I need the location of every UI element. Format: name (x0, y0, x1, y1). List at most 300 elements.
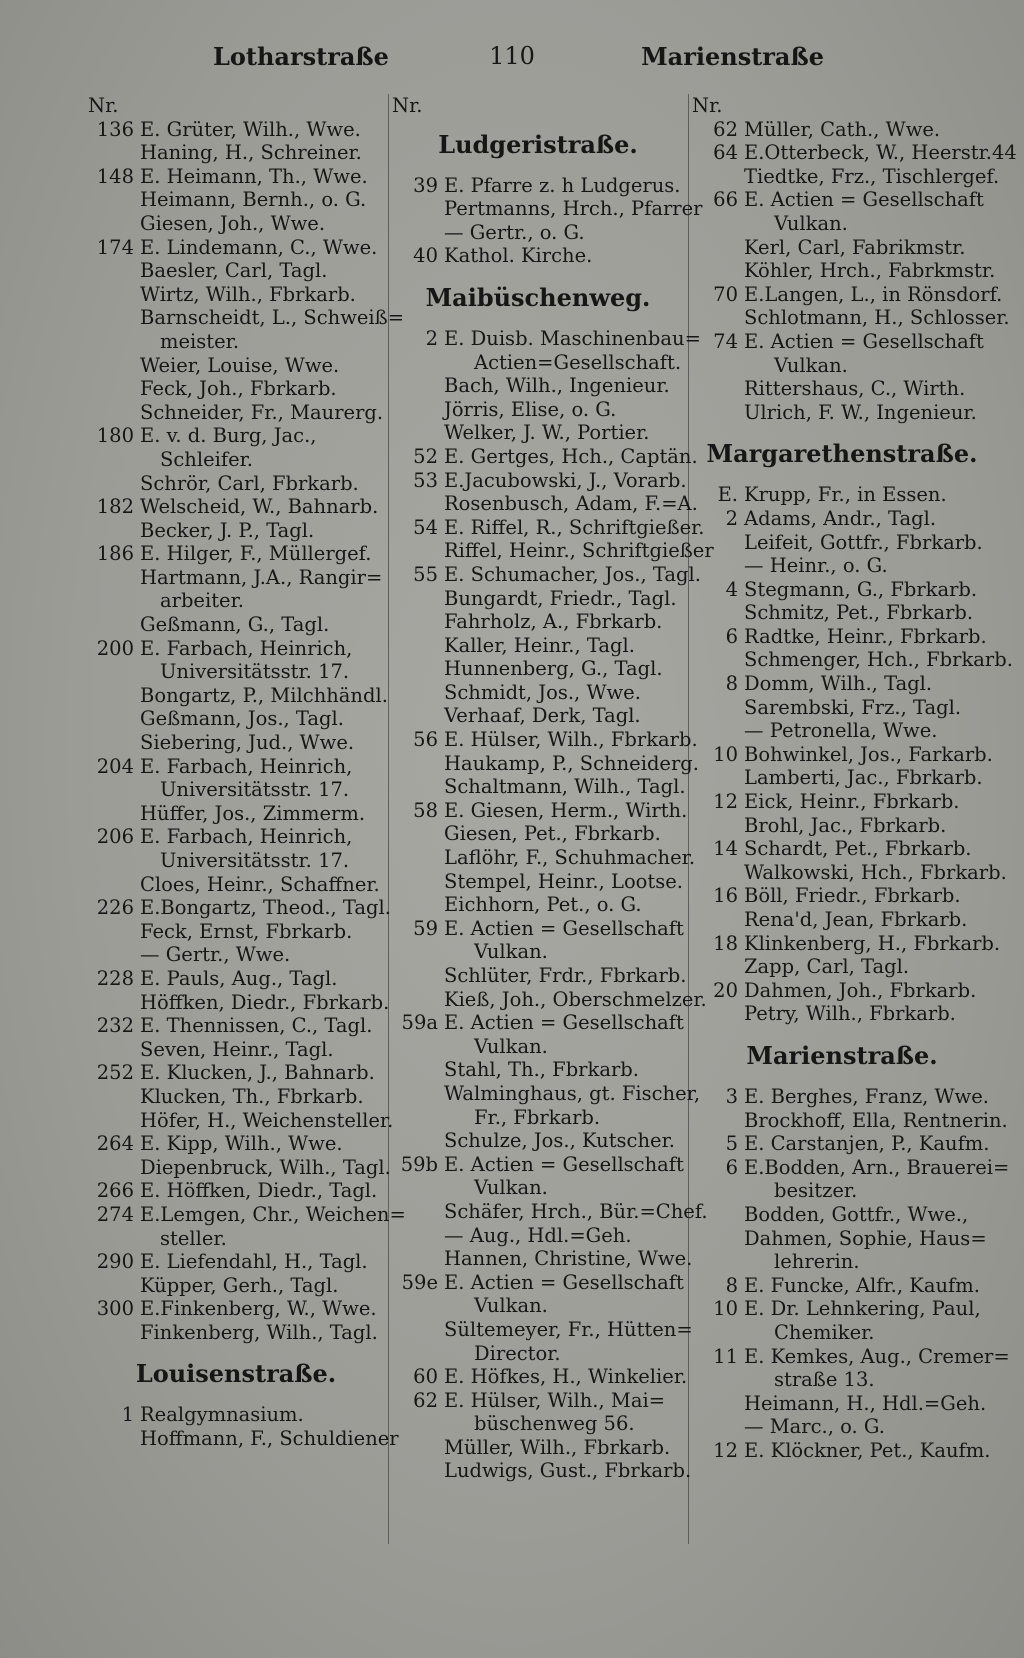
resident-entry: Pertmanns, Hrch., Pfarrer (444, 197, 703, 221)
house-number: 55 (413, 562, 438, 586)
directory-entry (88, 1014, 384, 1038)
resident-entry: Schleifer. (160, 447, 253, 471)
directory-entry (692, 719, 992, 743)
directory-entry (392, 704, 684, 728)
directory-entry (88, 1179, 384, 1203)
house-number (692, 531, 744, 555)
resident-entry: E. Carstanjen, P., Kaufm. (744, 1132, 990, 1156)
house-number (392, 1342, 444, 1366)
house-number (88, 377, 140, 401)
house-number: 56 (413, 728, 438, 752)
column-3 (692, 94, 1017, 1462)
house-number (392, 1224, 444, 1248)
directory-entry (392, 634, 684, 658)
house-number: 54 (413, 515, 438, 539)
resident-entry: E. Farbach, Heinrich, (140, 636, 353, 660)
resident-entry: steller. (160, 1226, 227, 1250)
resident-entry: E. Hülser, Wilh., Fbrkarb. (444, 728, 698, 752)
directory-entry (392, 610, 684, 634)
resident-entry: Schrör, Carl, Fbrkarb. (140, 471, 359, 495)
directory-entry (692, 1439, 992, 1463)
resident-entry: Heimann, Bernh., o. G. (140, 188, 367, 212)
house-number (392, 1082, 444, 1106)
directory-entry (692, 212, 992, 236)
directory-entry (692, 860, 1007, 885)
house-number: 2 (425, 326, 438, 350)
resident-entry: Welker, J. W., Portier. (444, 421, 650, 445)
resident-entry: meister. (160, 329, 240, 353)
house-number: 59a (401, 1011, 438, 1035)
house-number (88, 283, 140, 307)
house-number (692, 306, 744, 330)
house-number: 8 (725, 1273, 738, 1297)
house-number (392, 197, 444, 221)
house-number (392, 634, 444, 658)
resident-entry: Walminghaus, gt. Fischer, (444, 1081, 701, 1105)
resident-entry: Bohwinkel, Jos., Farkarb. (744, 742, 993, 766)
directory-entry (692, 282, 1003, 307)
directory-entry (88, 1038, 384, 1062)
page-number: 110 (489, 42, 535, 70)
directory-entry (88, 236, 384, 260)
resident-entry: Hoffmann, F., Schuldiener (140, 1427, 399, 1451)
directory-entry (692, 931, 1001, 956)
resident-entry: arbeiter. (160, 589, 244, 613)
resident-entry: Jörris, Elise, o. G. (444, 397, 617, 421)
house-number (88, 519, 140, 543)
directory-entry (692, 1179, 992, 1203)
directory-entry (392, 870, 684, 894)
house-number (88, 943, 140, 967)
resident-entry: straße 13. (774, 1368, 875, 1392)
directory-entry (392, 775, 684, 799)
house-number (88, 566, 140, 590)
directory-entry (692, 766, 992, 790)
house-number: 266 (96, 1179, 134, 1203)
resident-entry: E. Actien = Gesellschaft (444, 916, 684, 940)
directory-entry (88, 401, 384, 425)
directory-entry (88, 1427, 399, 1451)
resident-entry: Director. (474, 1341, 561, 1365)
resident-entry: Universitätsstr. 17. (160, 778, 350, 802)
directory-entry (692, 164, 1000, 189)
resident-entry: Sültemeyer, Fr., Hütten= (444, 1317, 693, 1341)
house-number: 74 (713, 329, 738, 353)
resident-entry: Vulkan. (474, 1294, 548, 1318)
house-number: 4 (725, 577, 738, 601)
resident-entry: Giesen, Joh., Wwe. (140, 211, 326, 235)
directory-entry (692, 1132, 992, 1156)
resident-entry: Feck, Ernst, Fbrkarb. (140, 919, 353, 943)
house-number (88, 1038, 140, 1062)
resident-entry: Feck, Joh., Fbrkarb. (140, 377, 337, 401)
resident-entry: Chemiker. (774, 1320, 875, 1344)
directory-entry (88, 118, 384, 142)
directory-entry (692, 696, 992, 720)
directory-entry (88, 1108, 394, 1133)
house-number (392, 1412, 444, 1436)
house-number: 12 (713, 790, 738, 814)
resident-entry: Bach, Wilh., Ingenieur. (444, 374, 670, 398)
house-number (392, 657, 444, 681)
resident-entry: E. Klucken, J., Bahnarb. (140, 1061, 375, 1085)
resident-entry: Fr., Fbrkarb. (474, 1105, 601, 1129)
resident-entry: Schulze, Jos., Kutscher. (444, 1129, 675, 1153)
house-number (692, 554, 744, 578)
directory-entry (692, 354, 992, 378)
col2-part1-entries (392, 173, 703, 268)
house-number (692, 236, 744, 260)
house-number (392, 752, 444, 776)
directory-entry (88, 448, 384, 472)
directory-entry (392, 587, 684, 611)
resident-entry: Stegmann, G., Fbrkarb. (744, 577, 978, 601)
directory-entry (88, 141, 384, 165)
resident-entry: Rosenbusch, Adam, F.=A. (444, 492, 698, 516)
directory-entry (692, 1297, 992, 1321)
directory-entry (392, 1176, 684, 1200)
house-number: 6 (725, 1155, 738, 1179)
directory-entry (88, 1202, 406, 1227)
resident-entry: büschenweg 56. (474, 1412, 635, 1436)
section-heading-ludgeristrasse: Ludgeristraße. (438, 129, 638, 159)
house-number: 70 (713, 282, 738, 306)
resident-entry: Stahl, Th., Fbrkarb. (444, 1058, 639, 1082)
resident-entry: Siebering, Jud., Wwe. (140, 731, 355, 755)
directory-entry (392, 1365, 688, 1389)
resident-entry: Domm, Wilh., Tagl. (744, 672, 933, 696)
directory-entry (88, 330, 384, 354)
directory-entry (392, 1129, 684, 1153)
resident-entry: Lamberti, Jac., Fbrkarb. (744, 766, 983, 790)
directory-entry (692, 1321, 992, 1345)
house-number: 62 (413, 1388, 438, 1412)
directory-entry (392, 468, 687, 493)
resident-entry: — Gertr., o. G. (444, 220, 585, 244)
house-number (692, 1250, 744, 1274)
directory-entry (88, 566, 384, 590)
directory-entry (692, 790, 992, 814)
resident-entry: E. Gertges, Hch., Captän. (444, 444, 698, 468)
section-heading-marienstrasse: Marienstraße. (746, 1040, 938, 1070)
house-number (392, 610, 444, 634)
resident-entry: Universitätsstr. 17. (160, 660, 350, 684)
directory-entry (392, 1247, 693, 1271)
resident-entry: Fahrholz, A., Fbrkarb. (444, 610, 663, 634)
house-number (392, 1106, 444, 1130)
resident-entry: E. Dr. Lehnkering, Paul, (744, 1297, 981, 1321)
resident-entry: Dahmen, Joh., Fbrkarb. (744, 978, 977, 1002)
directory-entry (692, 1002, 992, 1026)
directory-entry (692, 1392, 992, 1416)
resident-entry: E. Pauls, Aug., Tagl. (140, 966, 338, 990)
house-number: 174 (96, 235, 134, 259)
house-number (392, 1247, 444, 1271)
directory-entry (88, 542, 384, 566)
page-header (0, 42, 1024, 76)
directory-entry (392, 964, 687, 988)
house-number (392, 1058, 444, 1082)
directory-entry (392, 1317, 693, 1342)
resident-entry: E. Thennissen, C., Tagl. (140, 1014, 373, 1038)
house-number (692, 1203, 744, 1227)
directory-entry (392, 492, 698, 516)
house-number (392, 421, 444, 445)
house-number (88, 188, 140, 212)
directory-entry (392, 444, 698, 469)
directory-entry (392, 987, 707, 1012)
house-number: 206 (96, 825, 134, 849)
resident-entry: E. Farbach, Heinrich, (140, 754, 353, 778)
house-number (392, 398, 444, 422)
directory-entry (392, 221, 684, 245)
house-number (692, 354, 744, 378)
house-number: 59 (413, 916, 438, 940)
resident-entry: Finkenberg, Wilh., Tagl. (140, 1320, 378, 1344)
directory-entry (692, 306, 1010, 330)
resident-entry: Schmenger, Hch., Fbrkarb. (744, 648, 1013, 672)
resident-entry: Küpper, Gerh., Tagl. (140, 1273, 339, 1297)
directory-entry (88, 660, 384, 684)
resident-entry: Schneider, Fr., Maurerg. (140, 400, 384, 424)
directory-entry (88, 825, 384, 849)
resident-entry: Eick, Heinr., Fbrkarb. (744, 790, 960, 814)
house-number (392, 1035, 444, 1059)
house-number (88, 472, 140, 496)
directory-entry (88, 306, 405, 330)
resident-entry: Klinkenberg, H., Fbrkarb. (744, 931, 1001, 955)
resident-entry: Barnscheidt, L., Schweiß= (140, 306, 405, 330)
resident-entry: E. Actien = Gesellschaft (444, 1270, 684, 1294)
house-number: 20 (713, 978, 738, 1002)
resident-entry: Geßmann, Jos., Tagl. (140, 707, 344, 731)
house-number (88, 141, 140, 165)
house-number: 252 (96, 1061, 134, 1085)
directory-entry (692, 141, 1017, 165)
directory-entry (692, 908, 992, 932)
resident-entry: Actien=Gesellschaft. (474, 350, 682, 374)
directory-entry (392, 728, 698, 752)
resident-entry: E. Duisb. Maschinenbau= (444, 326, 701, 350)
resident-entry: — Heinr., o. G. (744, 554, 888, 578)
resident-entry: Laflöhr, F., Schuhmacher. (444, 846, 696, 870)
resident-entry: E. Actien = Gesellschaft (444, 1152, 684, 1176)
house-number (392, 940, 444, 964)
house-number (692, 1179, 744, 1203)
resident-entry: E. Giesen, Herm., Wirth. (444, 798, 688, 822)
resident-entry: Krupp, Fr., in Essen. (744, 483, 947, 507)
house-number (692, 1109, 744, 1133)
house-number (392, 1129, 444, 1153)
col1-tail-entries (88, 1403, 399, 1451)
directory-entry (392, 1436, 684, 1460)
resident-entry: E.Finkenberg, W., Wwe. (140, 1297, 377, 1321)
house-number (88, 1227, 140, 1251)
nr-label: Nr. (88, 94, 119, 117)
house-number (692, 1227, 744, 1251)
directory-entry (88, 967, 384, 991)
resident-entry: Radtke, Heinr., Fbrkarb. (744, 624, 987, 648)
directory-entry (88, 212, 384, 236)
resident-entry: Ulrich, F. W., Ingenieur. (744, 400, 977, 424)
house-number (692, 719, 744, 743)
directory-entry (88, 755, 384, 779)
house-number (88, 354, 140, 378)
house-number (392, 1200, 444, 1224)
resident-entry: Vulkan. (774, 211, 848, 235)
house-number: 5 (725, 1132, 738, 1156)
house-number: 16 (713, 884, 738, 908)
resident-entry: Sarembski, Frz., Tagl. (744, 695, 962, 719)
resident-entry: Vulkan. (774, 353, 848, 377)
house-number (392, 221, 444, 245)
directory-entry (88, 637, 384, 661)
resident-entry: E. Actien = Gesellschaft (444, 1011, 684, 1035)
directory-entry (392, 1058, 684, 1082)
house-number (88, 684, 140, 708)
directory-entry (392, 1412, 684, 1436)
directory-entry (692, 1415, 992, 1439)
directory-entry (392, 326, 701, 351)
house-number: 180 (96, 424, 134, 448)
directory-entry (692, 837, 992, 861)
resident-entry: Universitätsstr. 17. (160, 849, 350, 872)
resident-entry: Verhaaf, Derk, Tagl. (444, 704, 641, 728)
house-number: 200 (96, 636, 134, 660)
directory-entry (88, 778, 384, 802)
directory-entry (692, 1155, 1010, 1180)
resident-entry: E. Liefendahl, H., Tagl. (140, 1250, 368, 1274)
directory-entry (692, 259, 996, 283)
directory-entry (692, 955, 992, 979)
house-number: 52 (413, 444, 438, 468)
col3-part3-entries (692, 1084, 1010, 1463)
resident-entry: Bungardt, Friedr., Tagl. (444, 586, 677, 610)
resident-entry: Diepenbruck, Wilh., Tagl. (140, 1155, 391, 1179)
directory-entry (392, 1035, 684, 1059)
house-number: 10 (713, 742, 738, 766)
directory-entry (88, 424, 384, 448)
house-number (88, 212, 140, 236)
house-number: 182 (96, 495, 134, 519)
directory-entry (392, 1389, 684, 1413)
directory-entry (392, 822, 684, 846)
resident-entry: Tiedtke, Frz., Tischlergef. (744, 164, 1000, 188)
resident-entry: E. Klöckner, Pet., Kaufm. (744, 1438, 991, 1462)
resident-entry: Haning, H., Schreiner. (140, 141, 362, 165)
column-1 (88, 94, 406, 1451)
resident-entry: E. Schumacher, Jos., Tagl. (444, 562, 701, 586)
house-number: 136 (96, 117, 134, 141)
house-number: 10 (713, 1297, 738, 1321)
resident-entry: Adams, Andr., Tagl. (744, 506, 937, 530)
directory-entry (88, 1250, 384, 1274)
directory-entry (392, 374, 684, 398)
directory-entry (88, 802, 384, 826)
directory-entry (692, 1108, 1008, 1133)
house-number (88, 330, 140, 354)
directory-entry (692, 578, 992, 602)
directory-entry (692, 1085, 992, 1109)
directory-entry (88, 283, 384, 307)
resident-entry: E. Grüter, Wilh., Wwe. (140, 117, 361, 141)
house-number: 274 (96, 1202, 134, 1226)
col2-part2-entries (392, 326, 714, 1483)
directory-entry (88, 519, 384, 543)
resident-entry: Heimann, H., Hdl.=Geh. (744, 1391, 987, 1415)
house-number (692, 165, 744, 189)
house-number (692, 908, 744, 932)
directory-entry (692, 648, 1013, 672)
directory-entry (392, 798, 688, 823)
house-number (692, 814, 744, 838)
house-number (392, 351, 444, 375)
resident-entry: Hannen, Christine, Wwe. (444, 1247, 693, 1271)
directory-entry (392, 1459, 692, 1483)
house-number (392, 492, 444, 516)
resident-entry: Schardt, Pet., Fbrkarb. (744, 837, 972, 861)
directory-entry (88, 377, 384, 401)
resident-entry: Bodden, Gottfr., Wwe., (744, 1202, 969, 1226)
resident-entry: Riffel, Heinr., Schriftgießer (444, 539, 714, 563)
house-number: 2 (725, 506, 738, 530)
col1-entries (88, 117, 406, 1345)
resident-entry: Kerl, Carl, Fabrikmstr. (744, 235, 966, 259)
directory-entry (88, 683, 388, 708)
resident-entry: — Aug., Hdl.=Geh. (444, 1223, 632, 1247)
directory-entry (392, 1081, 701, 1106)
resident-entry: E.Bodden, Arn., Brauerei= (744, 1155, 1010, 1179)
house-number (392, 1176, 444, 1200)
house-number: 3 (725, 1084, 738, 1108)
resident-entry: E.Langen, L., in Rönsdorf. (744, 282, 1003, 306)
house-number (392, 1459, 444, 1483)
directory-entry (392, 1011, 684, 1035)
directory-entry (88, 873, 384, 897)
house-number: 11 (713, 1344, 738, 1368)
directory-entry (692, 672, 992, 696)
resident-entry: Höfer, H., Weichensteller. (140, 1108, 394, 1132)
house-number (692, 401, 744, 425)
house-number: E. (717, 483, 738, 507)
house-number: 18 (713, 931, 738, 955)
resident-entry: E. Kemkes, Aug., Cremer= (744, 1344, 1010, 1368)
house-number: 228 (96, 966, 134, 990)
resident-entry: lehrerin. (774, 1250, 860, 1274)
house-number (88, 778, 140, 802)
directory-entry (692, 377, 992, 401)
directory-entry (392, 562, 701, 587)
resident-entry: E. Farbach, Heinrich, (140, 825, 353, 849)
resident-entry: E. Kipp, Wilh., Wwe. (140, 1132, 343, 1156)
house-number: 14 (713, 837, 738, 861)
house-number (88, 1109, 140, 1133)
directory-entry (88, 849, 384, 873)
house-number (88, 802, 140, 826)
house-number: 62 (713, 117, 738, 141)
house-number: 300 (96, 1297, 134, 1321)
house-number (392, 587, 444, 611)
resident-entry: Ludwigs, Gust., Fbrkarb. (444, 1459, 692, 1483)
directory-entry (692, 330, 992, 354)
resident-entry: Geßmann, G., Tagl. (140, 613, 330, 637)
directory-entry (392, 1199, 708, 1224)
directory-entry (692, 979, 992, 1003)
house-number (692, 377, 744, 401)
resident-entry: Becker, J. P., Tagl. (140, 518, 315, 542)
resident-entry: Vulkan. (474, 940, 548, 964)
house-number (88, 849, 140, 873)
